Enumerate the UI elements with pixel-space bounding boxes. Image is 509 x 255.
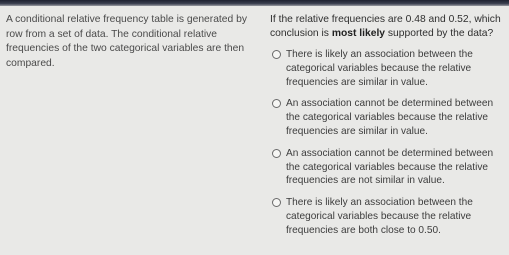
question-text-after: supported by the data? [385, 28, 494, 39]
window-top-strip [0, 0, 509, 6]
question-text [270, 13, 506, 41]
answer-option-label: There is likely an association between the categorical variables because the relative frequencies are both close to 0.50. [286, 197, 473, 236]
answer-option-label: An association cannot be determined between the categorical variables because the relative frequencies are not similar in value. [286, 147, 494, 187]
radio-button[interactable] [272, 50, 281, 59]
answer-option-2[interactable] [270, 97, 506, 138]
question-text-before: If the relative frequencies are 0.48 and 0.52, which conclusion is [270, 14, 501, 39]
radio-button[interactable] [272, 198, 281, 207]
radio-button[interactable] [272, 149, 281, 158]
problem-context [6, 13, 261, 71]
answer-option-label: An association cannot be determined between the categorical variables because the relative frequencies are similar in value. [286, 98, 494, 137]
answer-option-3[interactable] [270, 147, 506, 188]
answer-option-1[interactable] [270, 48, 506, 89]
context-text: A conditional relative frequency table is generated by row from a set of data. The conditional relative frequencies of the two categorical variables are then compared. [6, 14, 247, 69]
answer-options [270, 48, 506, 238]
answer-option-4[interactable] [270, 196, 506, 237]
radio-button[interactable] [272, 99, 281, 108]
question-emphasis: most likely [331, 28, 386, 39]
question-panel [270, 13, 506, 246]
answer-option-label: There is likely an association between the categorical variables because the relative frequencies are similar in value. [286, 49, 473, 88]
